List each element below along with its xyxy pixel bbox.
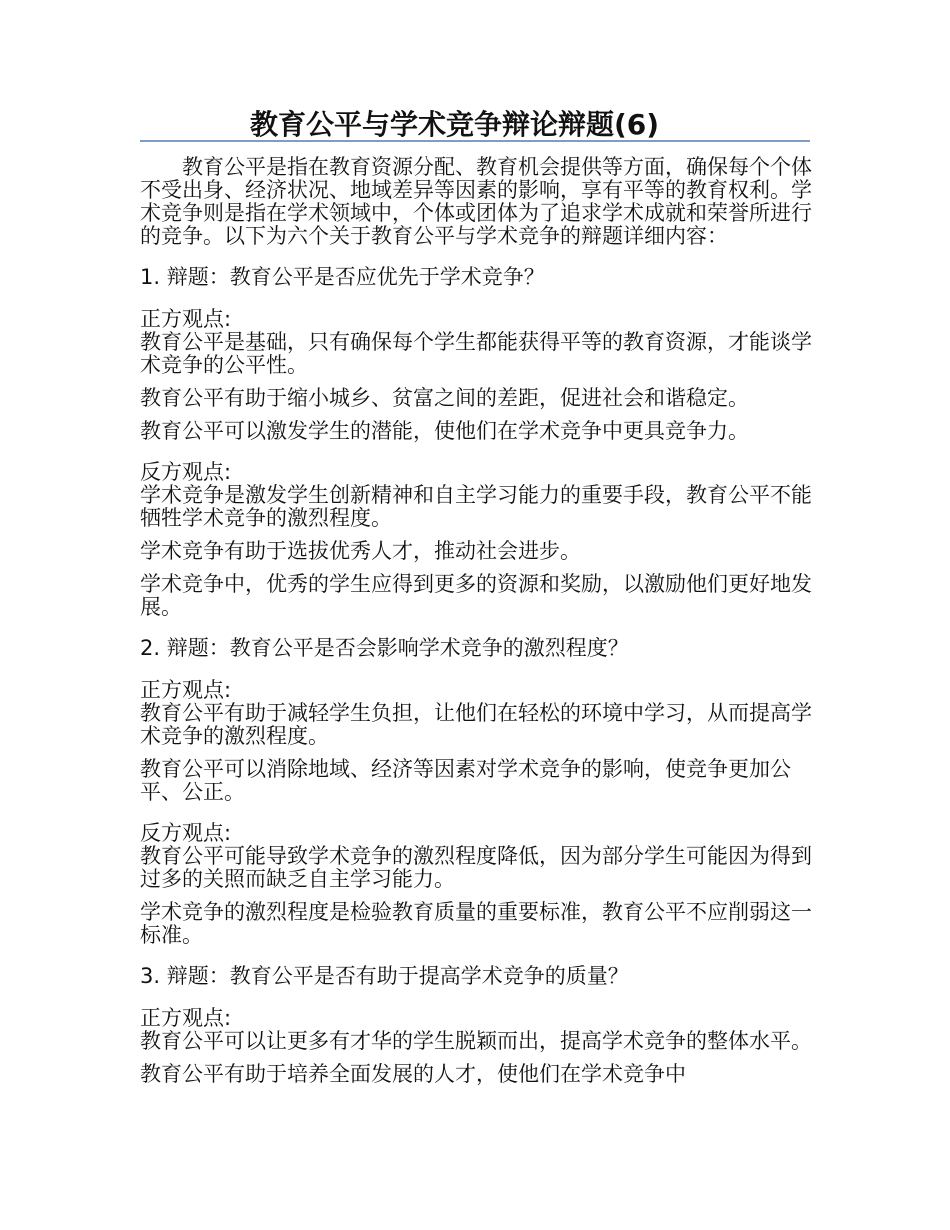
pro-section xyxy=(140,679,812,804)
title-underline xyxy=(140,140,810,142)
topic-question: 1. 辩题：教育公平是否应优先于学术竞争？ xyxy=(140,265,545,289)
pro-point: 教育公平可以消除地域、经济等因素对学术竞争的影响，使竞争更加公平、公正。 xyxy=(140,757,791,804)
pro-point: 教育公平有助于缩小城乡、贫富之间的差距，促进社会和谐稳定。 xyxy=(140,386,749,410)
intro-paragraph: 教育公平是指在教育资源分配、教育机会提供等方面，确保每个个体不受出身、经济状况、地域差异等因素的影响，享有平等的教育权利。学术竞争则是指在学术领域中，个体或团体为了追求学术成就和荣誉所进行的竞争。以下为六个关于教育公平与学术竞争的辩题详细内容： xyxy=(140,155,812,248)
pro-label: 正方观点: xyxy=(140,1006,232,1030)
pro-section xyxy=(140,308,812,443)
con-label: 反方观点: xyxy=(140,460,232,484)
con-point: 教育公平可能导致学术竞争的激烈程度降低，因为部分学生可能因为得到过多的关照而缺乏自主学习能力。 xyxy=(140,844,812,891)
con-section xyxy=(140,822,812,947)
topic-question: 2. 辩题：教育公平是否会影响学术竞争的激烈程度？ xyxy=(140,636,629,660)
pro-point: 教育公平可以让更多有才华的学生脱颖而出，提高学术竞争的整体水平。 xyxy=(140,1029,812,1053)
pro-point: 教育公平有助于减轻学生负担，让他们在轻松的环境中学习，从而提高学术竞争的激烈程度。 xyxy=(140,701,812,748)
pro-point: 教育公平可以激发学生的潜能，使他们在学术竞争中更具竞争力。 xyxy=(140,419,749,443)
topic-question: 3. 辩题：教育公平是否有助于提高学术竞争的质量？ xyxy=(140,964,629,988)
pro-label: 正方观点: xyxy=(140,678,232,702)
pro-section xyxy=(140,1007,812,1086)
con-point: 学术竞争中，优秀的学生应得到更多的资源和奖励，以激励他们更好地发展。 xyxy=(140,572,812,619)
document-body xyxy=(140,156,812,1104)
con-point: 学术竞争是激发学生创新精神和自主学习能力的重要手段，教育公平不能牺牲学术竞争的激烈程度。 xyxy=(140,483,812,530)
pro-point: 教育公平有助于培养全面发展的人才，使他们在学术竞争中 xyxy=(140,1062,686,1086)
document-title: 教育公平与学术竞争辩论辩题(6) xyxy=(250,108,660,141)
pro-point: 教育公平是基础，只有确保每个学生都能获得平等的教育资源，才能谈学术竞争的公平性。 xyxy=(140,330,812,377)
con-point: 学术竞争有助于选拔优秀人才，推动社会进步。 xyxy=(140,539,581,563)
con-section xyxy=(140,461,812,619)
con-point: 学术竞争的激烈程度是检验教育质量的重要标准，教育公平不应削弱这一标准。 xyxy=(140,900,812,947)
con-label: 反方观点: xyxy=(140,821,232,845)
pro-label: 正方观点: xyxy=(140,307,232,331)
